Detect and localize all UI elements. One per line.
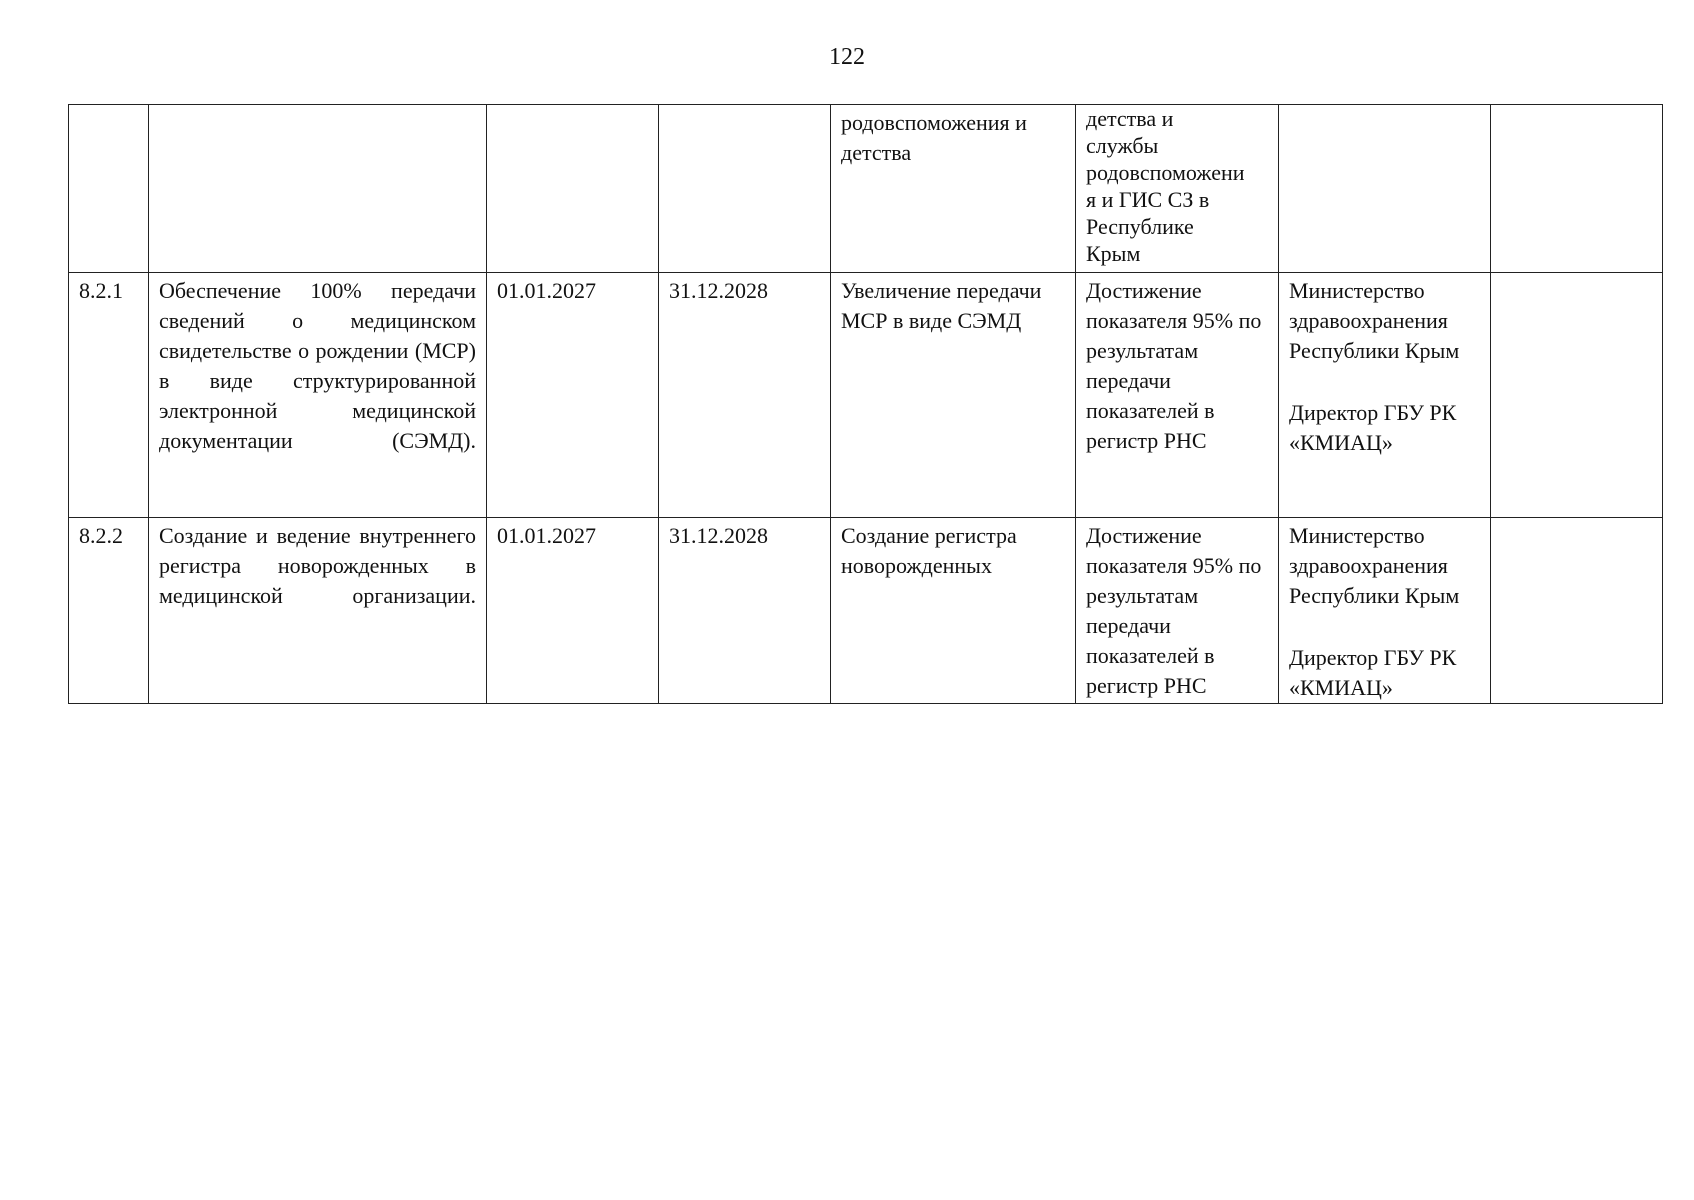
responsible-ministry: Министерство здравоохранения Республики Крым — [1289, 523, 1460, 608]
page-number: 122 — [829, 44, 865, 70]
start-date-cell — [487, 105, 659, 273]
indicator-cell — [1076, 105, 1279, 273]
table-row — [69, 518, 1663, 704]
responsible-director: Директор ГБУ РК «КМИАЦ» — [1289, 645, 1457, 700]
note-cell — [1491, 105, 1663, 273]
table-row — [69, 105, 1663, 273]
start-date-cell: 01.01.2027 — [487, 518, 659, 704]
note-cell — [1491, 273, 1663, 518]
row-number-cell — [69, 105, 149, 273]
description-cell: Создание и ведение внутреннего регистра новорожденных в медицинской организации. — [149, 518, 487, 704]
result-cell: родовспоможения и детства — [831, 105, 1076, 273]
indicator-line: Республике — [1086, 214, 1194, 239]
responsible-cell — [1279, 273, 1491, 518]
table-row — [69, 273, 1663, 518]
start-date-cell: 01.01.2027 — [487, 273, 659, 518]
row-number-cell: 8.2.1 — [69, 273, 149, 518]
indicator-line: я и ГИС СЗ в — [1086, 187, 1210, 212]
responsible-cell — [1279, 518, 1491, 704]
plan-table — [68, 104, 1663, 704]
responsible-director: Директор ГБУ РК «КМИАЦ» — [1289, 400, 1457, 455]
responsible-ministry: Министерство здравоохранения Республики Крым — [1289, 278, 1460, 363]
indicator-cell: Достижение показателя 95% по результатам передачи показателей в регистр РНС — [1076, 518, 1279, 704]
end-date-cell: 31.12.2028 — [659, 273, 831, 518]
result-cell: Создание регистра новорожденных — [831, 518, 1076, 704]
indicator-cell: Достижение показателя 95% по результатам передачи показателей в регистр РНС — [1076, 273, 1279, 518]
indicator-line: детства и — [1086, 106, 1174, 131]
result-cell: Увеличение передачи МСР в виде СЭМД — [831, 273, 1076, 518]
end-date-cell — [659, 105, 831, 273]
end-date-cell: 31.12.2028 — [659, 518, 831, 704]
note-cell — [1491, 518, 1663, 704]
indicator-line: службы — [1086, 133, 1159, 158]
indicator-line: родовспоможени — [1086, 160, 1245, 185]
indicator-line: Крым — [1086, 241, 1141, 266]
description-cell — [149, 105, 487, 273]
responsible-cell — [1279, 105, 1491, 273]
row-number-cell: 8.2.2 — [69, 518, 149, 704]
description-cell: Обеспечение 100% передачи сведений о медицинском свидетельстве о рождении (МСР) в виде структурированной электронной медицинской документации (СЭМД). — [149, 273, 487, 518]
